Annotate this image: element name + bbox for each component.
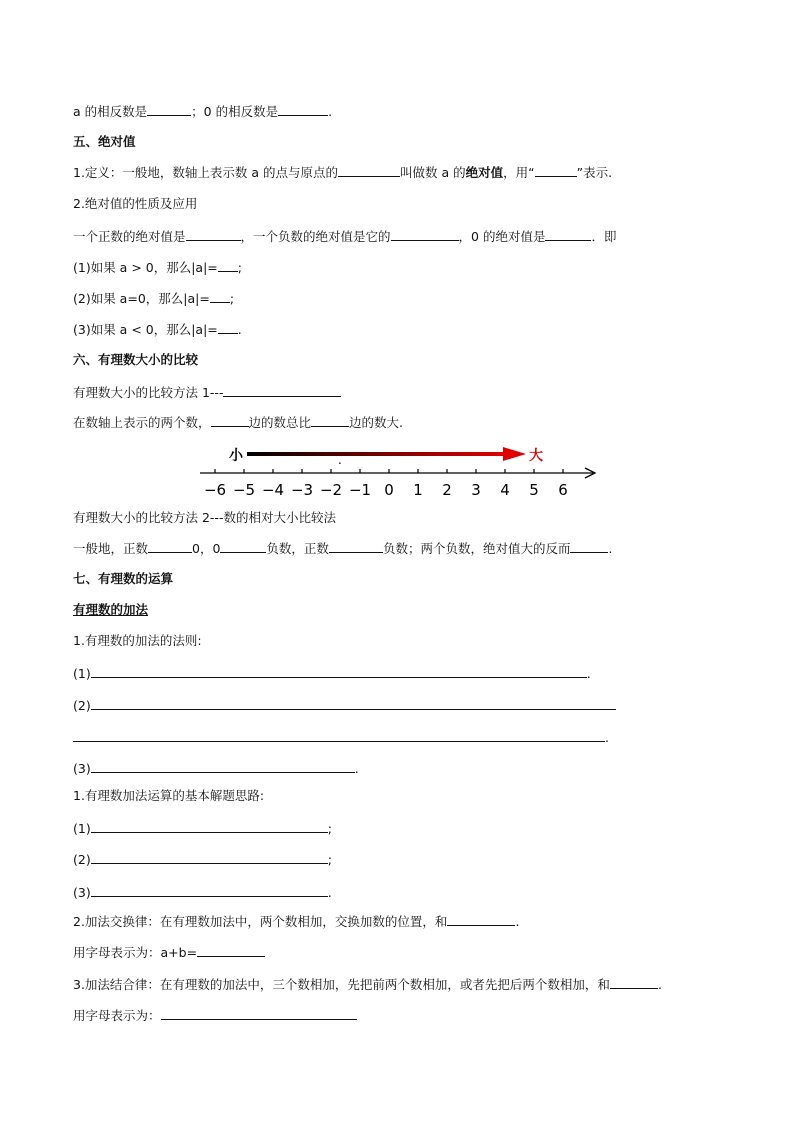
abs-values-line [73, 228, 616, 245]
text: ; [229, 291, 235, 306]
blank-field[interactable] [447, 913, 515, 926]
text: . [605, 730, 609, 745]
blank-field[interactable] [218, 321, 238, 334]
text: . [327, 885, 332, 900]
tick-label: 4 [500, 481, 510, 499]
text: 一般地，正数 [73, 541, 149, 556]
text: (1) [73, 821, 91, 836]
gradient-arrow-head [503, 447, 526, 461]
big-label: 大 [529, 448, 543, 464]
text: (3) [73, 885, 91, 900]
blank-field[interactable] [211, 414, 249, 427]
method-1-line [73, 384, 341, 401]
text: (2) [73, 698, 91, 713]
text: ; [327, 821, 332, 836]
tick-label: 2 [442, 481, 452, 499]
tick-label: −2 [319, 481, 343, 499]
blank-field[interactable] [91, 851, 328, 864]
blank-field[interactable] [73, 729, 605, 742]
case-3 [73, 321, 242, 338]
text: a 的相反数是 [73, 104, 148, 119]
text: (3)如果 a < 0，那么|a|= [73, 322, 218, 337]
blank-field[interactable] [278, 103, 328, 116]
blank-field[interactable] [147, 103, 191, 116]
blank-field[interactable] [210, 290, 230, 303]
blank-field[interactable] [610, 976, 658, 989]
associative-law [73, 976, 662, 993]
text: . [237, 322, 242, 337]
blank-field[interactable] [218, 259, 238, 272]
rule-1 [73, 665, 591, 682]
blank-field[interactable] [391, 228, 459, 241]
text: . [657, 977, 662, 992]
gradient-arrow-shaft [247, 452, 505, 456]
rule-3 [73, 760, 359, 777]
text: . [608, 541, 613, 556]
text: . [515, 914, 520, 929]
blank-field[interactable] [91, 760, 355, 773]
text: . [354, 761, 359, 776]
blank-field[interactable] [186, 228, 241, 241]
blank-field[interactable] [220, 540, 266, 553]
term-bold: 绝对值 [465, 165, 504, 180]
text: ; [327, 852, 332, 867]
blank-field[interactable] [223, 384, 341, 397]
tick-label: −6 [203, 481, 227, 499]
blank-field[interactable] [535, 164, 577, 177]
text: ，一个负数的绝对值是它的 [240, 229, 391, 244]
rule-2 [73, 697, 616, 714]
blank-field[interactable] [91, 665, 587, 678]
opposite-line [73, 103, 332, 120]
section-5-heading: 五、绝对值 [73, 134, 136, 149]
case-1 [73, 259, 242, 276]
rule-title: 1.有理数的加法的法则: [73, 633, 202, 648]
text: 边的数总比 [248, 415, 312, 430]
text: (2) [73, 852, 91, 867]
text: 叫做数 a 的 [400, 165, 466, 180]
text: 用字母表示为： [73, 1008, 161, 1023]
section-6-heading: 六、有理数大小的比较 [73, 352, 199, 367]
text: ，用“ [503, 165, 535, 180]
idea-1 [73, 820, 332, 837]
definition-line [73, 164, 612, 181]
dot-mark: . [338, 453, 342, 467]
general-rule-line [73, 540, 612, 557]
blank-field[interactable] [161, 1007, 357, 1020]
axis-compare-line [73, 414, 403, 431]
blank-field[interactable] [329, 540, 383, 553]
blank-field[interactable] [91, 820, 328, 833]
text: 2.加法交换律：在有理数加法中，两个数相加，交换加数的位置，和 [73, 914, 448, 929]
text: ”表示. [576, 165, 613, 180]
rule-2-continued [73, 729, 609, 746]
text: 0，0 [192, 541, 221, 556]
text: 负数；两个负数，绝对值大的反而 [382, 541, 571, 556]
method-2-line: 有理数大小的比较方法 2---数的相对大小比较法 [73, 510, 336, 525]
blank-field[interactable] [91, 884, 328, 897]
tick-label: −3 [290, 481, 314, 499]
blank-field[interactable] [545, 228, 591, 241]
idea-3 [73, 884, 332, 901]
small-label: 小 [229, 448, 243, 464]
blank-field[interactable] [570, 540, 608, 553]
text: . [328, 104, 333, 119]
tick-label: 6 [558, 481, 568, 499]
addition-subheading: 有理数的加法 [73, 602, 149, 617]
tick-label: −4 [261, 481, 285, 499]
text: . [586, 666, 591, 681]
text: (1) [73, 666, 91, 681]
blank-field[interactable] [338, 164, 400, 177]
idea-title: 1.有理数加法运算的基本解题思路: [73, 788, 265, 803]
commutative-law [73, 913, 519, 930]
blank-field[interactable] [148, 540, 192, 553]
property-title: 2.绝对值的性质及应用 [73, 196, 198, 211]
text: 1.定义：一般地，数轴上表示数 a 的点与原点的 [73, 165, 339, 180]
commutative-formula [73, 944, 265, 961]
associative-formula [73, 1007, 357, 1024]
text: 负数，正数 [266, 541, 329, 556]
tick-label: 0 [384, 481, 394, 499]
idea-2 [73, 851, 332, 868]
tick-label: 3 [471, 481, 481, 499]
case-2 [73, 290, 234, 307]
text: 在数轴上表示的两个数， [73, 415, 211, 430]
section-7-heading: 七、有理数的运算 [73, 571, 174, 586]
tick-label: −5 [232, 481, 256, 499]
text: (3) [73, 761, 91, 776]
text: 有理数大小的比较方法 1--- [73, 385, 224, 400]
text: ，0 的绝对值是 [458, 229, 546, 244]
blank-field[interactable] [311, 414, 349, 427]
text: ; [237, 260, 242, 275]
text: 3.加法结合律：在有理数的加法中，三个数相加，先把前两个数相加，或者先把后两个数相加，和 [73, 977, 610, 992]
text: (2)如果 a=0，那么|a|= [73, 291, 210, 306]
blank-field[interactable] [91, 697, 616, 710]
blank-field[interactable] [197, 944, 265, 957]
text: (1)如果 a > 0，那么|a|= [73, 260, 218, 275]
text: 用字母表示为：a+b= [73, 945, 198, 960]
text: ；0 的相反数是 [191, 104, 279, 119]
tick-label: 1 [413, 481, 423, 499]
tick-label: −1 [348, 481, 372, 499]
number-line-figure [195, 440, 605, 502]
text: 一个正数的绝对值是 [73, 229, 186, 244]
tick-label: 5 [529, 481, 539, 499]
text: 边的数大. [349, 415, 404, 430]
text: ．即 [591, 229, 617, 244]
